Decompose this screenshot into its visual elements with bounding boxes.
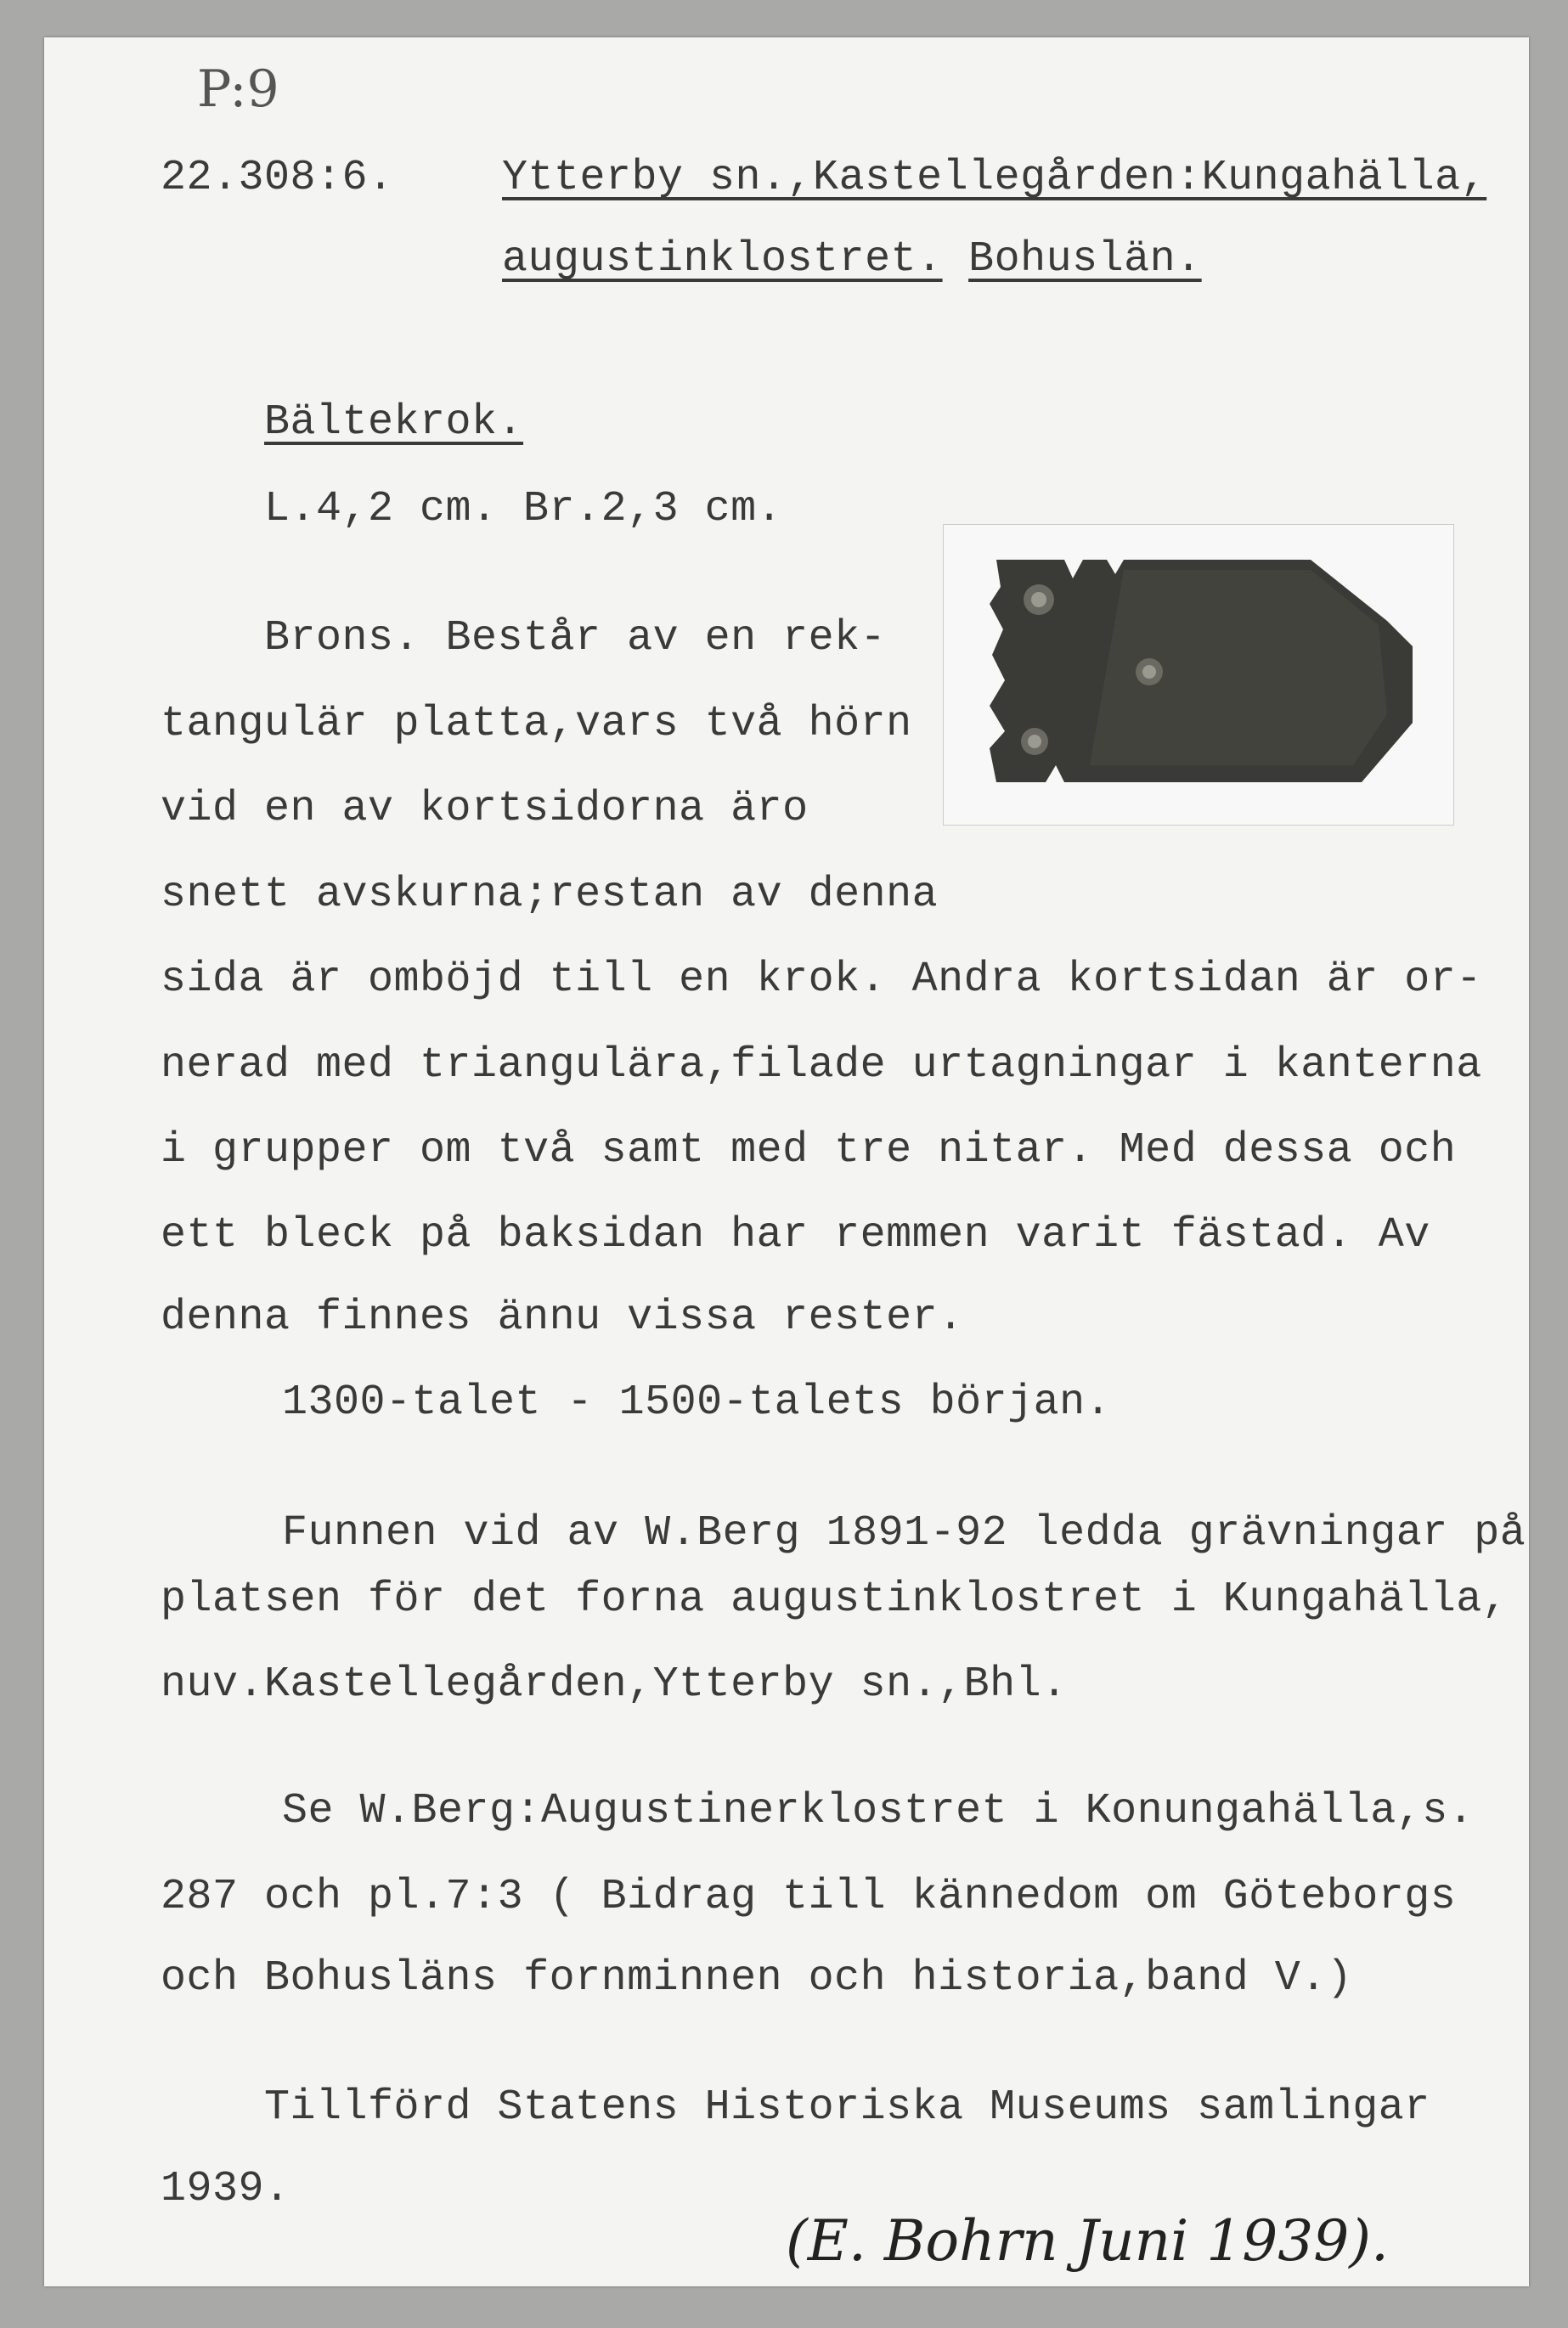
location-line-2 — [502, 234, 1202, 285]
find-line: Funnen vid av W.Berg 1891-92 ledda grävningar på — [282, 1509, 1526, 1558]
find-line: platsen för det forna augustinklostret i Kungahälla, — [161, 1575, 1509, 1624]
literature-line: Se W.Berg:Augustinerklostret i Konungahälla,s. — [282, 1787, 1475, 1835]
belt-hook-image — [988, 553, 1419, 788]
description-line: sida är omböjd till en krok. Andra kortsidan är or- — [161, 955, 1482, 1004]
description-line: i grupper om två samt med tre nitar. Med dessa och — [161, 1126, 1457, 1175]
location-line-1: Ytterby sn.,Kastellegården:Kungahälla, — [502, 154, 1487, 202]
object-photo — [943, 524, 1454, 826]
signature: (E. Bohrn Juni 1939). — [786, 2208, 1389, 2274]
dimensions: L.4,2 cm. Br.2,3 cm. — [264, 485, 783, 533]
acquisition-year: 1939. — [161, 2165, 290, 2213]
description-line: nerad med triangulära,filade urtagningar i kanterna — [161, 1041, 1482, 1090]
description-line: ett bleck på baksidan har remmen varit fästad. Av — [161, 1211, 1430, 1260]
description-line: denna finnes ännu vissa rester. — [161, 1294, 964, 1342]
shelf-mark: P:9 — [197, 59, 279, 119]
location-site: augustinklostret. — [502, 235, 943, 284]
dating: 1300-talet - 1500-talets början. — [282, 1378, 1112, 1427]
inventory-number: 22.308:6. — [161, 154, 394, 202]
description-line: Brons. Består av en rek- — [264, 614, 887, 662]
acquisition-line: Tillförd Statens Historiska Museums samlingar — [264, 2083, 1430, 2132]
find-line: nuv.Kastellegården,Ytterby sn.,Bhl. — [161, 1660, 1068, 1709]
literature-line: och Bohusläns fornminnen och historia,band V.) — [161, 1954, 1353, 2003]
description-line: tangulär platta,vars två hörn — [161, 700, 912, 748]
location-province: Bohuslän. — [968, 235, 1202, 284]
description-line: snett avskurna;restan av denna — [161, 871, 939, 919]
literature-line: 287 och pl.7:3 ( Bidrag till kännedom om Göteborgs — [161, 1873, 1457, 1921]
description-line: vid en av kortsidorna äro — [161, 785, 809, 833]
object-title: Bältekrok. — [264, 398, 524, 447]
